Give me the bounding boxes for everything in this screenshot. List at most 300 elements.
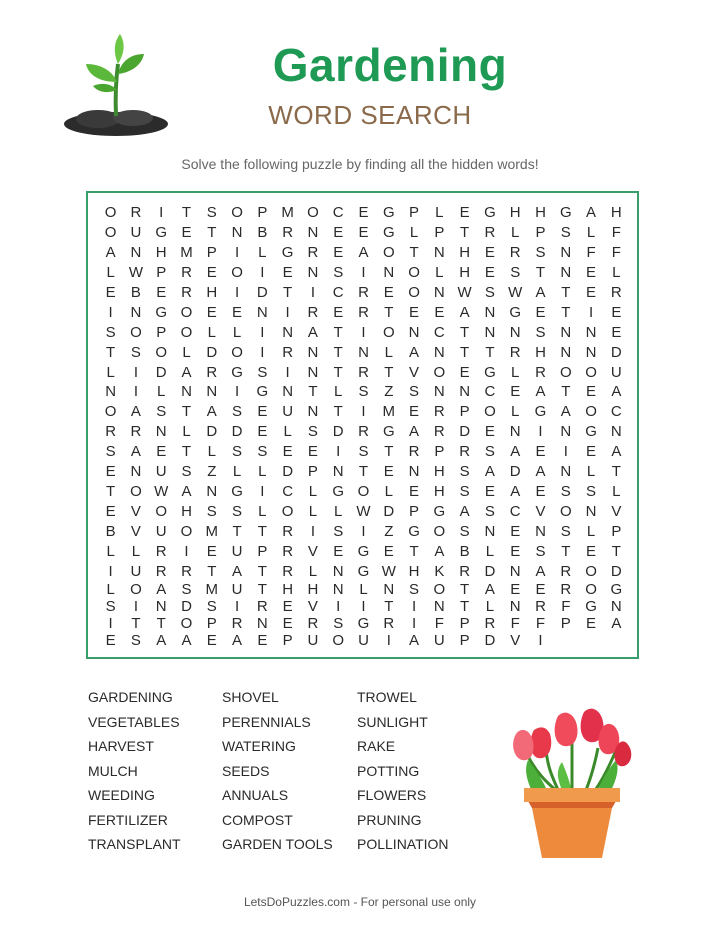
grid-letter: V (510, 632, 521, 649)
grid-letter: O (433, 581, 446, 598)
grid-letter: S (105, 323, 116, 341)
grid-letter: L (435, 204, 444, 222)
grid-letter: T (611, 463, 621, 481)
grid-letter: I (260, 482, 265, 500)
grid-letter: S (232, 502, 243, 520)
word-list-item: PRUNING (357, 811, 422, 828)
grid-letter: N (560, 463, 572, 481)
grid-letter: I (108, 615, 113, 632)
grid-letter: B (257, 224, 268, 242)
grid-letter: G (484, 204, 496, 222)
grid-letter: N (408, 463, 420, 481)
grid-letter: M (205, 581, 219, 598)
grid-letter: R (307, 615, 319, 632)
grid-letter: P (156, 264, 167, 282)
grid-letter: I (310, 522, 315, 540)
grid-letter: H (433, 463, 445, 481)
grid-letter: A (535, 383, 546, 401)
grid-letter: E (282, 598, 293, 615)
word-list-item: FLOWERS (357, 787, 427, 803)
grid-letter: O (281, 502, 294, 520)
grid-letter: S (560, 224, 571, 242)
word-list-item: SEEDS (222, 762, 270, 779)
grid-letter: C (433, 323, 445, 341)
footer-credit: LetsDoPuzzles.com - For personal use only (243, 895, 477, 909)
grid-letter: G (382, 224, 395, 242)
grid-letter: P (560, 615, 571, 632)
grid-letter: N (155, 598, 167, 615)
grid-letter: G (433, 502, 446, 520)
grid-letter: O (155, 343, 168, 361)
grid-letter: P (459, 615, 470, 632)
grid-letter: L (232, 323, 242, 341)
grid-letter: L (232, 463, 242, 481)
grid-letter: T (358, 463, 369, 481)
grid-letter: V (130, 522, 141, 540)
grid-letter: T (308, 383, 318, 401)
grid-letter: R (155, 542, 167, 560)
grid-letter: H (433, 482, 445, 500)
grid-letter: R (282, 522, 294, 540)
grid-letter: N (535, 522, 546, 540)
grid-letter: G (534, 403, 547, 421)
grid-letter: E (409, 482, 420, 500)
grid-letter: T (333, 403, 343, 421)
grid-letter: H (459, 244, 471, 262)
word-list-item: VEGETABLES (88, 713, 180, 730)
grid-letter: I (361, 264, 366, 282)
grid-letter: R (433, 423, 445, 441)
word-list-item: TROWEL (357, 689, 417, 705)
grid-letter: E (257, 423, 268, 441)
grid-letter: N (332, 562, 344, 580)
grid-letter: A (181, 482, 192, 500)
grid-letter: L (157, 383, 166, 401)
grid-letter: I (361, 598, 366, 615)
grid-letter: A (232, 632, 243, 649)
grid-letter: I (538, 423, 543, 441)
grid-letter: C (332, 204, 344, 222)
grid-letter: L (106, 542, 115, 560)
word-list-item: POTTING (357, 762, 420, 779)
grid-letter: S (206, 598, 217, 615)
grid-letter: A (611, 615, 622, 632)
grid-letter: B (130, 284, 141, 302)
grid-letter: N (206, 482, 218, 500)
grid-letter: L (384, 343, 393, 361)
word-list-item: RAKE (357, 738, 396, 754)
grid-letter: R (130, 204, 142, 222)
grid-letter: G (155, 303, 168, 321)
grid-letter: F (510, 615, 520, 632)
grid-letter: E (535, 482, 546, 500)
grid-letter: T (333, 323, 343, 341)
grid-letter: R (433, 403, 445, 421)
grid-letter: A (459, 303, 470, 321)
grid-letter: N (307, 224, 319, 242)
grid-letter: A (434, 542, 445, 560)
grid-letter: V (409, 363, 420, 381)
grid-letter: L (283, 423, 292, 441)
grid-letter: I (411, 598, 417, 615)
grid-letter: E (409, 303, 420, 321)
grid-letter: R (535, 363, 546, 381)
grid-letter: I (260, 343, 265, 361)
grid-letter: P (459, 403, 470, 421)
grid-letter: E (232, 303, 243, 321)
word-list-item: ANNUALS (222, 787, 289, 803)
grid-letter: P (459, 632, 470, 649)
grid-letter: N (560, 244, 572, 262)
grid-letter: P (257, 204, 268, 222)
grid-letter: L (207, 443, 216, 461)
grid-letter: G (231, 482, 243, 500)
grid-letter: R (560, 581, 572, 598)
grid-letter: N (256, 303, 268, 321)
grid-letter: A (130, 403, 141, 421)
grid-letter: U (433, 632, 445, 649)
grid-letter: U (130, 562, 142, 580)
grid-letter: U (307, 632, 319, 649)
grid-letter: L (359, 581, 368, 598)
grid-letter: E (510, 522, 521, 540)
grid-letter: D (509, 463, 521, 481)
grid-letter: L (106, 363, 115, 381)
grid-letter: R (256, 598, 268, 615)
grid-letter: A (156, 632, 167, 649)
grid-letter: L (511, 224, 520, 242)
grid-letter: S (257, 363, 268, 381)
grid-letter: G (382, 423, 395, 441)
grid-letter: D (282, 463, 294, 481)
grid-letter: E (535, 303, 546, 321)
grid-letter: N (509, 423, 521, 441)
grid-letter: I (336, 443, 341, 461)
grid-letter: T (561, 303, 571, 321)
grid-letter: O (307, 204, 319, 222)
grid-letter: O (155, 502, 168, 520)
grid-letter: S (484, 502, 495, 520)
grid-letter: I (133, 363, 138, 381)
grid-letter: I (260, 264, 265, 282)
grid-letter: R (459, 562, 471, 580)
grid-letter: I (234, 284, 240, 302)
grid-letter: N (358, 343, 369, 361)
grid-letter: E (333, 303, 344, 321)
grid-letter: N (181, 383, 192, 401)
grid-letter: L (612, 264, 621, 282)
grid-letter: N (585, 502, 597, 520)
grid-letter: T (384, 443, 394, 461)
grid-letter: T (460, 581, 470, 598)
grid-letter: I (285, 303, 290, 321)
grid-letter: A (586, 204, 597, 222)
grid-letter: S (535, 323, 546, 341)
grid-letter: T (156, 615, 166, 632)
grid-letter: E (181, 224, 192, 242)
grid-letter: S (560, 522, 571, 540)
grid-letter: T (181, 443, 192, 461)
grid-letter: H (509, 204, 521, 222)
word-list-item: COMPOST (222, 811, 293, 828)
grid-letter: E (484, 244, 495, 262)
grid-letter: S (130, 632, 141, 649)
grid-letter: S (232, 443, 243, 461)
grid-letter: N (484, 303, 496, 321)
grid-letter: L (131, 542, 141, 560)
tulip-pot-icon (506, 690, 638, 860)
grid-letter: L (435, 264, 444, 282)
grid-letter: U (358, 632, 369, 649)
grid-letter: N (560, 323, 572, 341)
grid-letter: O (231, 264, 243, 282)
grid-letter: T (257, 581, 267, 598)
grid-letter: U (155, 463, 167, 481)
grid-letter: T (257, 562, 267, 580)
grid-letter: A (535, 284, 546, 302)
grid-letter: E (307, 443, 318, 461)
grid-letter: M (382, 403, 396, 421)
grid-letter: L (308, 482, 318, 500)
grid-letter: E (484, 482, 495, 500)
grid-letter: R (181, 562, 192, 580)
grid-letter: E (510, 581, 521, 598)
grid-letter: N (433, 284, 445, 302)
grid-letter: P (282, 632, 293, 649)
grid-letter: O (408, 264, 420, 282)
grid-letter: N (130, 463, 142, 481)
grid-letter: O (433, 363, 446, 381)
grid-letter: E (586, 264, 597, 282)
grid-letter: T (384, 363, 394, 381)
grid-letter: E (333, 244, 344, 262)
grid-letter: I (184, 542, 189, 560)
grid-letter: N (509, 323, 521, 341)
grid-letter: N (484, 323, 496, 341)
grid-letter: T (106, 343, 116, 361)
grid-letter: E (105, 502, 116, 520)
grid-letter: N (383, 264, 395, 282)
grid-letter: S (130, 343, 141, 361)
grid-letter: E (586, 443, 597, 461)
grid-letter: N (433, 244, 445, 262)
grid-letter: R (358, 303, 369, 321)
grid-letter: T (257, 522, 267, 540)
grid-letter: E (282, 443, 293, 461)
grid-letter: F (434, 615, 444, 632)
grid-letter: C (484, 383, 496, 401)
grid-letter: A (105, 244, 116, 262)
grid-letter: R (307, 303, 319, 321)
grid-letter: D (610, 343, 622, 361)
grid-letter: L (586, 224, 596, 242)
grid-letter: N (307, 403, 319, 421)
grid-letter: I (285, 363, 290, 381)
grid-letter: N (560, 343, 572, 361)
grid-letter: T (561, 284, 571, 302)
grid-letter: N (560, 264, 572, 282)
instructions: Solve the following puzzle by finding all the hidden words! (181, 156, 539, 172)
grid-letter: P (434, 224, 445, 242)
grid-letter: A (560, 403, 571, 421)
grid-letter: L (485, 542, 495, 560)
grid-letter: Z (207, 463, 217, 481)
grid-letter: B (459, 542, 470, 560)
grid-letter: F (611, 224, 621, 242)
grid-letter: T (384, 303, 394, 321)
grid-letter: T (207, 562, 217, 580)
grid-letter: R (105, 423, 117, 441)
grid-letter: K (434, 562, 445, 580)
grid-letter: G (357, 542, 370, 560)
grid-letter: L (409, 224, 419, 242)
word-list-item: PERENNIALS (222, 713, 311, 730)
grid-letter: E (257, 403, 268, 421)
grid-letter: T (561, 383, 571, 401)
grid-letter: E (409, 403, 420, 421)
grid-letter: E (459, 363, 470, 381)
grid-letter: E (535, 581, 546, 598)
grid-letter: E (586, 542, 597, 560)
page-subtitle: WORD SEARCH (268, 100, 472, 130)
grid-letter: O (130, 323, 142, 341)
grid-letter: N (282, 323, 294, 341)
grid-letter: I (234, 383, 240, 401)
grid-letter: W (457, 284, 472, 302)
grid-letter: A (409, 343, 420, 361)
grid-letter: S (358, 443, 369, 461)
grid-letter: T (460, 598, 470, 615)
grid-letter: C (282, 482, 294, 500)
grid-letter: I (361, 403, 366, 421)
grid-letter: A (409, 632, 420, 649)
grid-letter: L (586, 522, 596, 540)
grid-letter: T (283, 284, 293, 302)
grid-letter: A (535, 463, 546, 481)
grid-letter: L (334, 502, 343, 520)
grid-letter: D (206, 343, 218, 361)
grid-letter: A (484, 581, 495, 598)
grid-letter: L (586, 463, 596, 481)
grid-letter: N (332, 463, 344, 481)
grid-letter: L (334, 383, 343, 401)
grid-letter: H (535, 204, 546, 222)
grid-letter: E (383, 284, 394, 302)
grid-letter: N (610, 423, 622, 441)
grid-letter: E (206, 542, 217, 560)
grid-letter: C (509, 502, 521, 520)
grid-letter: E (358, 204, 369, 222)
grid-letter: G (559, 204, 572, 222)
grid-letter: D (332, 423, 344, 441)
grid-letter: R (383, 615, 395, 632)
word-list-item: TRANSPLANT (88, 836, 181, 852)
grid-letter: R (282, 343, 294, 361)
grid-letter: P (307, 463, 318, 481)
grid-letter: E (510, 542, 521, 560)
grid-letter: O (484, 403, 496, 421)
grid-letter: H (206, 284, 218, 302)
grid-letter: D (206, 423, 218, 441)
grid-letter: S (535, 244, 546, 262)
grid-letter: A (459, 502, 470, 520)
grid-letter: S (535, 542, 546, 560)
grid-letter: O (180, 323, 193, 341)
grid-letter: T (131, 615, 141, 632)
grid-letter: O (104, 403, 117, 421)
grid-letter: R (130, 423, 142, 441)
grid-letter: H (181, 502, 192, 520)
grid-letter: I (133, 383, 138, 401)
grid-letter: S (156, 403, 167, 421)
grid-letter: E (105, 284, 116, 302)
grid-letter: N (408, 323, 420, 341)
grid-letter: E (586, 383, 597, 401)
grid-letter: E (383, 542, 394, 560)
grid-letter: T (333, 363, 343, 381)
grid-letter: R (282, 224, 294, 242)
grid-letter: L (258, 463, 267, 481)
grid-letter: L (182, 423, 191, 441)
grid-letter: O (357, 482, 370, 500)
grid-letter: O (559, 363, 572, 381)
grid-letter: G (357, 615, 370, 632)
grid-letter: D (155, 363, 167, 381)
grid-letter: N (585, 323, 597, 341)
grid-letter: E (206, 303, 217, 321)
grid-letter: W (356, 502, 371, 520)
grid-letter: S (307, 423, 318, 441)
grid-letter: R (484, 224, 496, 242)
grid-letter: G (509, 303, 522, 321)
grid-letter: N (130, 244, 142, 262)
grid-letter: O (180, 615, 193, 632)
grid-letter: T (485, 343, 495, 361)
grid-letter: D (459, 423, 471, 441)
grid-letter: E (535, 443, 546, 461)
grid-letter: S (206, 204, 217, 222)
grid-letter: S (459, 522, 470, 540)
grid-letter: S (484, 443, 495, 461)
grid-letter: E (333, 224, 344, 242)
grid-letter: N (509, 562, 521, 580)
grid-letter: H (535, 343, 546, 361)
grid-letter: R (206, 363, 218, 381)
grid-letter: N (459, 383, 471, 401)
grid-letter: E (257, 632, 268, 649)
grid-letter: N (307, 363, 319, 381)
grid-letter: F (561, 598, 571, 615)
grid-letter: P (206, 244, 217, 262)
grid-letter: F (586, 244, 596, 262)
grid-letter: E (383, 463, 394, 481)
grid-letter: O (408, 284, 420, 302)
grid-letter: I (234, 244, 240, 262)
grid-letter: F (611, 244, 621, 262)
grid-letter: I (588, 303, 594, 321)
grid-letter: T (460, 323, 470, 341)
grid-letter: O (382, 244, 395, 262)
grid-letter: V (130, 502, 141, 520)
grid-letter: E (586, 615, 597, 632)
grid-letter: P (611, 522, 622, 540)
grid-letter: E (206, 264, 217, 282)
grid-letter: T (409, 542, 419, 560)
grid-letter: I (159, 204, 164, 222)
grid-letter: D (484, 562, 496, 580)
grid-letter: P (434, 443, 445, 461)
grid-letter: R (560, 562, 572, 580)
